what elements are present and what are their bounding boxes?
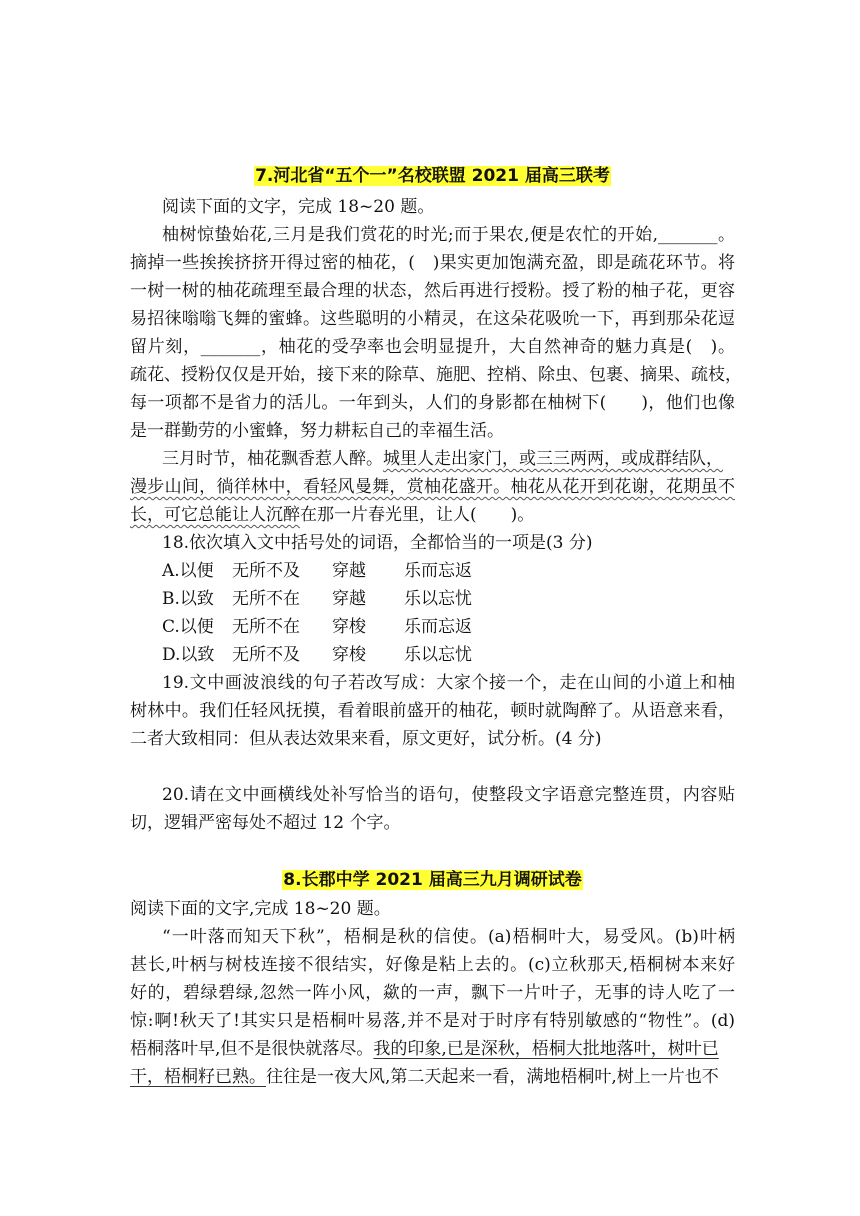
paragraph-line: 惊:啊!秋天了!其实只是梧桐叶易落,并不是对于时序有特别敏感的“物性”。(d) bbox=[130, 1011, 735, 1031]
paragraph-line bbox=[162, 445, 735, 473]
paragraph-line: 好的，碧绿碧绿,忽然一阵小风，歘的一声，飘下一片叶子，无事的诗人吃了一 bbox=[130, 983, 735, 1003]
paragraph-line: 是一群勤劳的小蜜蜂，努力耕耘自己的幸福生活。 bbox=[130, 421, 504, 441]
option-word: 乐而忘返 bbox=[404, 617, 472, 637]
paragraph-line bbox=[130, 1035, 735, 1063]
question-20-line: 20.请在文中画横线处补写恰当的语句，使整段文字语意完整连贯，内容贴 bbox=[162, 785, 735, 805]
option-word: 乐以忘忧 bbox=[404, 589, 472, 609]
question-20-line: 切，逻辑严密每处不超过 12 个字。 bbox=[130, 813, 401, 833]
option-word: 穿越 bbox=[332, 561, 366, 581]
option-word: 无所不在 bbox=[232, 617, 300, 637]
option-word: 无所不及 bbox=[232, 561, 300, 581]
plain-text: 三月时节，柚花飘香惹人醉。 bbox=[162, 449, 383, 469]
paragraph-line bbox=[130, 1063, 735, 1091]
option-word: 无所不在 bbox=[232, 589, 300, 609]
plain-text: 在那一片春光里，让人( )。 bbox=[300, 505, 535, 525]
section-7-title-text: 7.河北省“五个一”名校联盟 2021 届高三联考 bbox=[255, 166, 610, 186]
section-7-intro: 阅读下面的文字，完成 18~20 题。 bbox=[162, 197, 435, 217]
option-word: 穿梭 bbox=[332, 617, 366, 637]
option-label: D.以致 bbox=[162, 645, 215, 665]
paragraph-line bbox=[130, 501, 735, 529]
plain-text: 往往是一夜大风,第二天起来一看，满地梧桐叶,树上一片也不 bbox=[266, 1067, 719, 1087]
option-c[interactable] bbox=[162, 613, 472, 641]
option-word: 乐而忘返 bbox=[404, 561, 472, 581]
wavy-underlined-text: 城里人走出家门，或三三两两，或成群结队， bbox=[383, 449, 723, 469]
section-8-title-text: 8.长郡中学 2021 届高三九月调研试卷 bbox=[283, 870, 582, 890]
option-d[interactable] bbox=[162, 641, 472, 669]
underlined-text: 我的印象,已是深秋，梧桐大批地落叶，树叶已 bbox=[373, 1039, 719, 1059]
option-word: 无所不及 bbox=[232, 645, 300, 665]
wavy-underlined-text: 漫步山间，徜徉林中，看轻风曼舞，赏柚花盛开。柚花从花开到花谢，花期虽不 bbox=[130, 477, 735, 497]
option-word: 乐以忘忧 bbox=[404, 645, 472, 665]
section-7-title bbox=[130, 162, 735, 190]
paragraph-line: 摘掉一些挨挨挤挤开得过密的柚花，( )果实更加饱满充盈，即是疏花环节。将 bbox=[130, 253, 735, 273]
paragraph-line: “一叶落而知天下秋”，梧桐是秋的信使。(a)梧桐叶大，易受风。(b)叶柄 bbox=[162, 927, 735, 947]
option-label: A.以便 bbox=[162, 561, 214, 581]
paragraph-line: 柚树惊蛰始花,三月是我们赏花的时光;而于果农,便是农忙的开始,_______。 bbox=[162, 225, 735, 245]
section-8-title bbox=[130, 866, 735, 894]
paragraph-line: 留片刻，_______，柚花的受孕率也会明显提升，大自然神奇的魅力真是( )。 bbox=[130, 337, 735, 357]
question-18: 18.依次填入文中括号处的词语，全都恰当的一项是(3 分) bbox=[162, 533, 593, 553]
option-b[interactable] bbox=[162, 585, 472, 613]
option-word: 穿梭 bbox=[332, 645, 366, 665]
paragraph-line bbox=[130, 473, 735, 501]
paragraph-line: 一树一树的柚花疏理至最合理的状态，然后再进行授粉。授了粉的柚子花，更容 bbox=[130, 281, 735, 301]
question-19-line: 19.文中画波浪线的句子若改写成：大家个接一个，走在山间的小道上和柚 bbox=[162, 673, 735, 693]
paragraph-line: 易招徕嗡嗡飞舞的蜜蜂。这些聪明的小精灵，在这朵花吸吮一下，再到那朵花逗 bbox=[130, 309, 735, 329]
paragraph-line: 甚长,叶柄与树枝连接不很结实，好像是粘上去的。(c)立秋那天,梧桐树本来好 bbox=[130, 955, 735, 975]
option-label: C.以便 bbox=[162, 617, 214, 637]
option-label: B.以致 bbox=[162, 589, 214, 609]
paragraph-line: 每一项都不是省力的活儿。一年到头，人们的身影都在柚树下( )，他们也像 bbox=[130, 393, 735, 413]
section-8-intro: 阅读下面的文字,完成 18~20 题。 bbox=[130, 899, 391, 919]
plain-text: 梧桐落叶早,但不是很快就落尽。 bbox=[130, 1039, 374, 1059]
option-a[interactable] bbox=[162, 557, 472, 585]
wavy-underlined-text: 长，可它总能让人沉醉 bbox=[130, 505, 300, 525]
underlined-text: 干，梧桐籽已熟。 bbox=[130, 1067, 266, 1087]
option-word: 穿越 bbox=[332, 589, 366, 609]
paragraph-line: 疏花、授粉仅仅是开始，接下来的除草、施肥、控梢、除虫、包裹、摘果、疏枝， bbox=[130, 365, 742, 385]
question-19-line: 二者大致相同：但从表达效果来看，原文更好，试分析。(4 分) bbox=[130, 729, 602, 749]
question-19-line: 树林中。我们任轻风抚摸，看着眼前盛开的柚花，顿时就陶醉了。从语意来看， bbox=[130, 701, 735, 721]
